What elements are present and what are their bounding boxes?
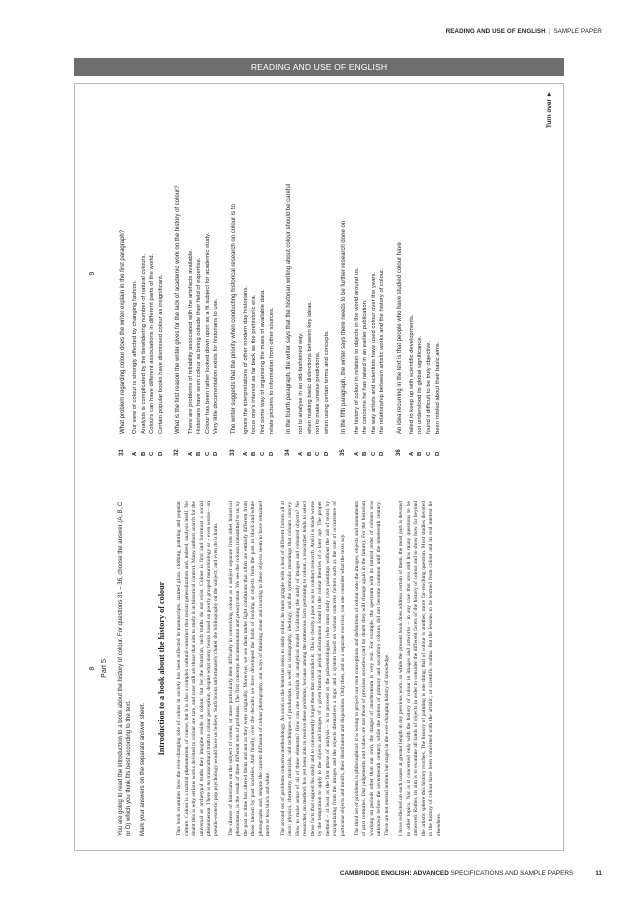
option-letter: C bbox=[260, 451, 266, 456]
option-letter: B bbox=[140, 451, 147, 456]
option-text: the concerns he has raised in an earlier publication. bbox=[362, 299, 369, 434]
option-text: Analysis is complicated by the bewildering number of natural colours. bbox=[140, 253, 147, 434]
answer-option bbox=[353, 91, 362, 456]
answer-option bbox=[204, 91, 213, 456]
option-letter: D bbox=[323, 451, 330, 456]
article-title: Introduction to a book about the history of colour bbox=[157, 581, 167, 756]
question-number: 35 bbox=[340, 449, 347, 456]
answer-option bbox=[250, 91, 259, 456]
instruction-text: You are going to read the introduction to a book about the history of colour. For questions 31 – 36, choose the answer (A, B, C or D) which you think fits best according to the text. bbox=[118, 501, 133, 836]
question-stem: In the fourth paragraph, the writer says that the historian writing about colour should be careful bbox=[286, 183, 293, 434]
option-text: not understood its global significance. bbox=[417, 335, 424, 434]
header-separator: | bbox=[548, 28, 551, 35]
answer-option bbox=[416, 91, 425, 456]
article-body bbox=[176, 501, 443, 836]
question-stem: What is the first reason the writer gives for the lack of academic work on the history of colour? bbox=[175, 185, 182, 434]
answer-option bbox=[140, 91, 149, 456]
option-text: Colours can have different associations in different parts of the world. bbox=[149, 253, 156, 434]
option-letter: B bbox=[417, 451, 424, 456]
footer-exam-name: CAMBRIDGE ENGLISH: ADVANCED bbox=[339, 870, 449, 877]
option-letter: D bbox=[213, 451, 220, 456]
header-paper-label: SAMPLE PAPER bbox=[553, 28, 602, 35]
option-letter: C bbox=[370, 451, 377, 456]
answer-option bbox=[131, 91, 140, 456]
option-letter: C bbox=[315, 451, 322, 456]
article-paragraph: I have reflected on such issues at greater length in my previous work, so while the present book does address certain of them, the most part is devoted to other topics. Nor is it concerned only with the history of colour in images and artworks – in any case that area still has many questions to be answered. Rather, its aim is to examine all kinds of objects in order to consider the different facets of the history of colour and to show how far beyond the artistic sphere this history reaches. The history of painting is one thing; that of colour is another, more far-reaching question. Most studies devoted to the history of colour have been concerned with the artistic, or scientific realms. But the lessons to be learned from colour and its real interest lie elsewhere. bbox=[398, 501, 442, 836]
option-text: Colour has been rather looked down upon as a fit subject for academic study. bbox=[204, 232, 211, 434]
answer-option bbox=[242, 91, 251, 456]
option-text: ignore the interpretations of other modern day historians. bbox=[242, 285, 249, 434]
option-text: when using certain terms and concepts. bbox=[323, 330, 330, 434]
question-stem: An idea recurring in the text is that people who have studied colour have bbox=[396, 242, 403, 434]
option-letter: D bbox=[434, 451, 441, 456]
option-letter: A bbox=[353, 451, 360, 456]
option-letter: B bbox=[362, 451, 369, 456]
option-letter: A bbox=[242, 451, 249, 456]
footer-doc-title: SPECIFICATIONS AND SAMPLE PAPERS bbox=[450, 870, 574, 877]
article-paragraph: The third set of problems is philosophical: it is wrong to project our own conceptions and definitions of colour onto the images, objects and monuments of past centuries. Our judgements and values are not those of previous societies (and no doubt they will change again in the future). For the historian working on periods other than our own, the danger of anachronism is very real. For example, the spectrum with its natural order of colours was unknown before the seventeenth century, while the notion of primary and secondary colours did not become common until the nineteenth century. These are not eternal notions but stages in the ever-changing history of knowledge. bbox=[353, 501, 390, 836]
option-letter: A bbox=[408, 451, 415, 456]
question-number: 32 bbox=[174, 449, 181, 456]
option-letter: C bbox=[149, 451, 156, 456]
answer-option bbox=[187, 91, 196, 456]
question-stem: The writer suggests that the priority when conducting historical research on colour is to bbox=[230, 204, 237, 434]
answer-option bbox=[408, 91, 417, 456]
option-text: when making basic distinctions between key ideas. bbox=[306, 301, 313, 434]
right-page-number: 9 bbox=[89, 271, 96, 276]
question-item bbox=[119, 91, 165, 456]
option-text: not to analyse in an old-fashioned way. bbox=[298, 332, 305, 434]
option-text: Historians have seen colour as being outside their field of expertise. bbox=[196, 257, 203, 434]
question-list bbox=[119, 91, 442, 456]
option-text: the way artists and scientists have used colour over the years. bbox=[370, 271, 377, 434]
question-number: 36 bbox=[395, 449, 402, 456]
answer-option bbox=[157, 91, 166, 456]
instructions bbox=[117, 501, 147, 836]
option-letter: D bbox=[379, 451, 386, 456]
option-text: failed to keep up with scientific developments. bbox=[408, 314, 415, 434]
answer-option bbox=[195, 91, 204, 456]
rotated-exam-page bbox=[88, 91, 558, 836]
article-paragraph: The silence of historians on the subject of colour, or more particularly their difficulty in conceiving colour as a subject separate from other historical phenomena, is the result of three different sets of problems. The first concerns documentation and preservation. We see the colours transmitted to us by the past as time has altered them and not as they were originally. Moreover, we see them under light conditions that often are entirely different from those known by past societies. And finally, over the decades we have developed the habit of looking at objects from the past in black-and-white photographs and, despite the current diffusion of colour photography, our ways of thinking about and reacting to these objects seem to have remained more or less black and white. bbox=[227, 501, 272, 836]
header-section-name: READING AND USE OF ENGLISH bbox=[445, 28, 546, 35]
question-item bbox=[285, 91, 331, 456]
left-column bbox=[88, 501, 558, 836]
option-text: Very little documentation exists for historians to use. bbox=[213, 298, 220, 434]
answer-option bbox=[148, 91, 157, 456]
answer-option bbox=[314, 91, 323, 456]
article-paragraph: The second set of problems concerns methodology. As soon as the historian seeks to study colour, he must grapple with a host of different factors all at once: physics, chemistry, materials, and techniques of production, as well as iconography, ideology, and the symbolic meanings that colours convey. How to make sense of all of these elements? How can one establish an analytical model facilitating the study of images and coloured objects? No researcher, no method, has yet been able to resolve these problems, because among the numerous facts pertaining to colour, a researcher tends to select those facts that support his study and to conveniently forget those that contradict it. This is clearly a poor way to conduct research. And it is made worse by the temptation to apply to the objects and images of a given historical period information found in the colour theories of a later age. The proper method – at least as the first phase of analysis – is to proceed as the palaeontologists (who must study cave paintings without the aid of texts) by extrapolating from the images and the objects themselves a logic and a system based on various concrete factors such as the rate of occurrence of particular objects and motifs, their distribution and disposition. Only then, and as a separate exercise, can one consider what the texts say. bbox=[279, 501, 346, 836]
option-letter: B bbox=[251, 451, 258, 456]
article-paragraph: This book examines how the ever-changing role of colour in society has been reflected in manuscripts, stained glass, clothing, painting and popular culture. Colour is a natural phenomenon, of course, but it is also a complex cultural construct that resists generalization and, indeed, analysis itself. No doubt this is why serious works devoted to colour are rare, and rarer still are those that aim to study it in historical context. Many authors search for the universal or archetypal truths they imagine reside in colour, but for the historian, such truths do not exist. Colour is first and foremost a social phenomenon. There is no transcultural truth to colour perception, despite what many books based on poorly grasped neurobiology or – even worse – on pseudo-esoteric pop psychology would have us believe. Such books unfortunately clutter the bibliography on the subject, and even do it harm. bbox=[176, 501, 220, 836]
answer-option bbox=[361, 91, 370, 456]
right-column bbox=[88, 91, 558, 456]
question-stem: In the fifth paragraph, the writer says there needs to be further research done on bbox=[341, 220, 348, 434]
option-text: Certain popular books have dismissed colour as insignificant. bbox=[157, 274, 164, 434]
option-text: Our view of colour is strongly affected by changing fashion. bbox=[132, 280, 139, 434]
option-letter: C bbox=[426, 451, 433, 456]
answer-option bbox=[425, 91, 434, 456]
answer-option bbox=[212, 91, 221, 456]
answer-option bbox=[323, 91, 332, 456]
left-page-number: 8 bbox=[89, 666, 96, 671]
option-letter: D bbox=[268, 451, 275, 456]
answer-option bbox=[259, 91, 268, 456]
option-letter: A bbox=[132, 451, 139, 456]
option-text: the history of colour in relation to objects in the world around us. bbox=[353, 267, 360, 434]
answer-option bbox=[378, 91, 387, 456]
option-letter: A bbox=[187, 451, 194, 456]
option-text: relate pictures to information from other sources. bbox=[268, 307, 275, 434]
option-letter: D bbox=[157, 451, 164, 456]
question-stem: What problem regarding colour does the writer explain in the first paragraph? bbox=[120, 229, 127, 434]
section-banner bbox=[74, 58, 564, 76]
question-item bbox=[396, 91, 442, 456]
question-number: 31 bbox=[119, 449, 126, 456]
option-text: find some way of organising the mass of available data. bbox=[260, 289, 266, 434]
page-footer bbox=[340, 870, 602, 877]
turn-over-note: Turn over ► bbox=[545, 91, 553, 129]
option-letter: A bbox=[298, 451, 305, 456]
answer-option bbox=[370, 91, 379, 456]
answer-option bbox=[297, 91, 306, 456]
answer-option bbox=[306, 91, 315, 456]
part-heading: Part 5 bbox=[101, 659, 109, 678]
question-number: 33 bbox=[229, 449, 236, 456]
option-text: There are problems of reliability associated with the artefacts available. bbox=[187, 249, 194, 434]
option-text: the relationship between artistic works and the history of colour. bbox=[379, 268, 386, 434]
option-text: not to make unwise predictions. bbox=[315, 351, 322, 434]
answer-option bbox=[268, 91, 277, 456]
section-banner-title: READING AND USE OF ENGLISH bbox=[250, 62, 388, 72]
question-item bbox=[174, 91, 220, 456]
answer-option bbox=[434, 91, 443, 456]
option-text: focus one's interest as far back as the prehistoric era. bbox=[251, 294, 258, 434]
option-letter: B bbox=[306, 451, 313, 456]
option-text: been misled about their basic aims. bbox=[434, 341, 441, 434]
footer-page-number: 11 bbox=[595, 870, 602, 877]
question-number: 34 bbox=[285, 449, 292, 456]
option-letter: C bbox=[204, 451, 211, 456]
option-letter: B bbox=[196, 451, 203, 456]
question-item bbox=[230, 91, 276, 456]
option-text: found it difficult to be truly objective. bbox=[426, 340, 433, 434]
question-item bbox=[340, 91, 386, 456]
page-header bbox=[446, 28, 602, 35]
answer-sheet-instruction: Mark your answers on the separate answer sheet. bbox=[140, 702, 147, 836]
